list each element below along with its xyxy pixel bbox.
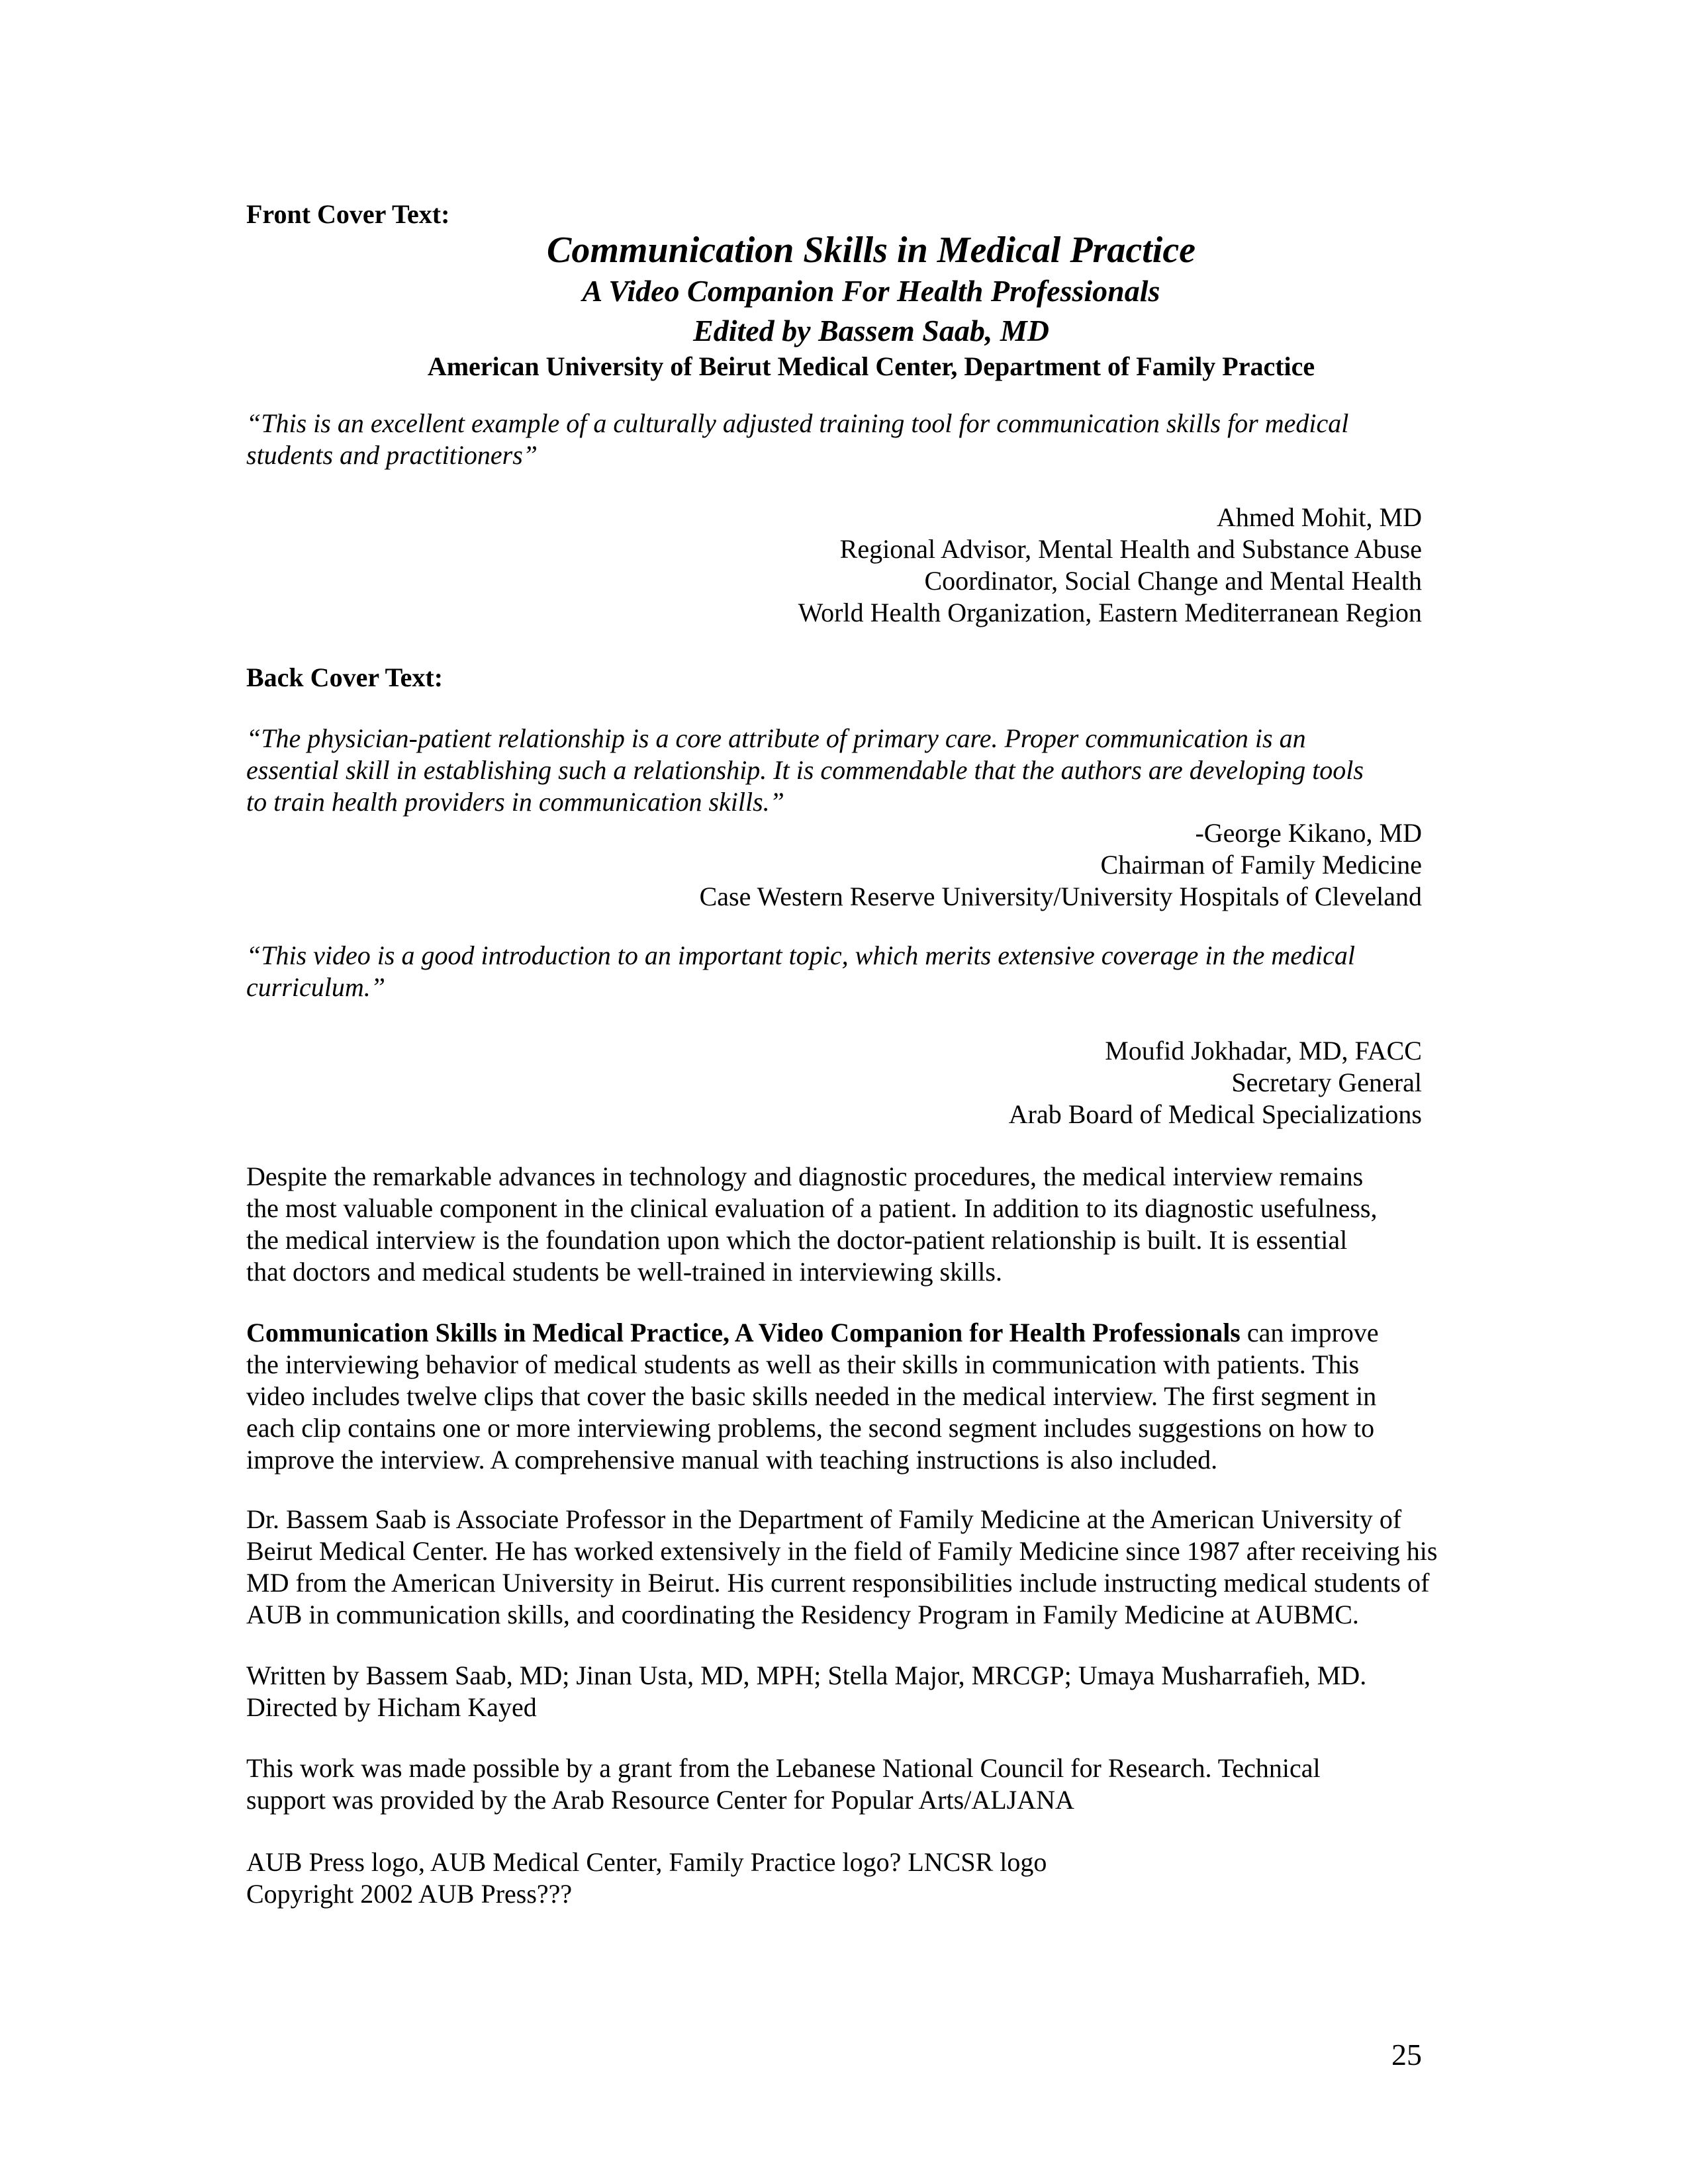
book-title: Communication Skills in Medical Practice [546, 230, 1196, 271]
paragraph-line: the medical interview is the foundation upon which the doctor-patient relationship is built. It is essential [246, 1225, 1348, 1255]
quote-line: “This video is a good introduction to an important topic, which merits extensive coverage in the medical [246, 940, 1355, 970]
attribution-line: Case Western Reserve University/University Hospitals of Cleveland [699, 882, 1422, 911]
paragraph-line: that doctors and medical students be well-trained in interviewing skills. [246, 1257, 1002, 1287]
attribution-line: -George Kikano, MD [1195, 818, 1422, 848]
paragraph-fragment: can improve [1240, 1318, 1379, 1347]
attribution-line: World Health Organization, Eastern Mediterranean Region [798, 598, 1422, 627]
attribution-kikano [700, 817, 1422, 913]
book-institution: American University of Beirut Medical Center, Department of Family Practice [427, 351, 1315, 381]
attribution-line: Ahmed Mohit, MD [1217, 502, 1422, 532]
book-subtitle: A Video Companion For Health Professionals [582, 274, 1160, 308]
attribution-jokhadar [1009, 1035, 1422, 1130]
paragraph-line: Dr. Bassem Saab is Associate Professor in the Department of Family Medicine at the American University of [246, 1504, 1402, 1534]
paragraph-line: This work was made possible by a grant from the Lebanese National Council for Research. Technical [246, 1753, 1321, 1783]
paragraph-line: the most valuable component in the clinical evaluation of a patient. In addition to its diagnostic usefulness, [246, 1193, 1378, 1223]
book-editor: Edited by Bassem Saab, MD [693, 314, 1049, 347]
quote-line: “This is an excellent example of a culturally adjusted training tool for communication skills for medical [246, 408, 1349, 438]
paragraph-line: Copyright 2002 AUB Press??? [246, 1879, 573, 1909]
back-cover-label: Back Cover Text: [246, 662, 444, 692]
paragraph-line [246, 1317, 1491, 1349]
paragraph-bio [246, 1504, 1544, 1631]
attribution-line: Chairman of Family Medicine [1100, 850, 1422, 880]
paragraph-line: AUB in communication skills, and coordinating the Residency Program in Family Medicine at AUBMC. [246, 1600, 1359, 1629]
quote-line: essential skill in establishing such a relationship. It is commendable that the authors are developing tools [246, 755, 1364, 785]
paragraph-line: MD from the American University in Beirut. His current responsibilities include instructing medical students of [246, 1568, 1430, 1598]
paragraph-funding [246, 1752, 1491, 1816]
paragraph-line: AUB Press logo, AUB Medical Center, Family Practice logo? LNCSR logo [246, 1847, 1047, 1877]
paragraph-line: support was provided by the Arab Resource Center for Popular Arts/ALJANA [246, 1785, 1074, 1815]
paragraph-line: Written by Bassem Saab, MD; Jinan Usta, MD, MPH; Stella Major, MRCGP; Umaya Musharrafieh, MD. [246, 1661, 1367, 1690]
quote-line: curriculum.” [246, 972, 385, 1002]
front-cover-label: Front Cover Text: [246, 199, 450, 229]
quote-mohit [246, 408, 1491, 471]
paragraph-interview [246, 1161, 1491, 1288]
paragraph-line: video includes twelve clips that cover the basic skills needed in the medical interview. The first segment in [246, 1381, 1377, 1411]
paragraph-line: each clip contains one or more interviewing problems, the second segment includes suggestions on how to [246, 1413, 1375, 1443]
paragraph-line: Beirut Medical Center. He has worked extensively in the field of Family Medicine since 1987 after receiving his [246, 1536, 1438, 1566]
page-number: 25 [1391, 2038, 1422, 2071]
paragraph-line: Directed by Hicham Kayed [246, 1692, 537, 1722]
attribution-line: Arab Board of Medical Specializations [1008, 1099, 1422, 1129]
quote-kikano [246, 723, 1491, 818]
quote-line: “The physician-patient relationship is a core attribute of primary care. Proper communication is an [246, 723, 1306, 753]
attribution-line: Coordinator, Social Change and Mental Health [924, 566, 1422, 596]
attribution-mohit [798, 502, 1422, 629]
quote-line: students and practitioners” [246, 440, 538, 470]
paragraph-line: improve the interview. A comprehensive manual with teaching instructions is also included. [246, 1445, 1218, 1475]
quote-line: to train health providers in communication skills.” [246, 787, 784, 817]
attribution-line: Moufid Jokhadar, MD, FACC [1105, 1036, 1422, 1066]
title-block [0, 229, 1688, 383]
attribution-line: Secretary General [1231, 1068, 1422, 1097]
paragraph-video [246, 1317, 1491, 1476]
paragraph-line: Despite the remarkable advances in technology and diagnostic procedures, the medical interview remains [246, 1161, 1364, 1191]
bold-title-ref: Communication Skills in Medical Practice, A Video Companion for Health Professionals [246, 1318, 1241, 1347]
paragraph-line: the interviewing behavior of medical students as well as their skills in communication with patients. This [246, 1349, 1360, 1379]
quote-jokhadar [246, 940, 1491, 1003]
paragraph-logos-copyright [246, 1846, 1491, 1910]
attribution-line: Regional Advisor, Mental Health and Substance Abuse [839, 534, 1422, 564]
paragraph-credits [246, 1660, 1491, 1723]
